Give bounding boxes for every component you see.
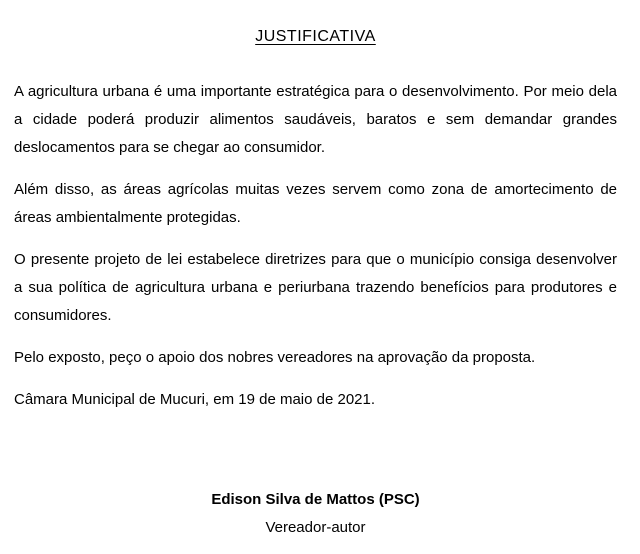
- signature-name: Edison Silva de Mattos (PSC): [211, 491, 420, 508]
- signature-role: Vereador-autor: [265, 519, 366, 536]
- signature-block: [14, 486, 617, 542]
- paragraph-1: A agricultura urbana é uma importante estratégica para o desenvolvimento. Por meio dela a cidade poderá produzir alimentos saudáveis, baratos e sem demandar grandes deslocamentos para se chegar ao consumidor.: [14, 83, 617, 156]
- paragraph-closing: Pelo exposto, peço o apoio dos nobres vereadores na aprovação da proposta.: [14, 349, 536, 366]
- document-title: JUSTIFICATIVA: [255, 28, 376, 45]
- paragraph-2: Além disso, as áreas agrícolas muitas vezes servem como zona de amortecimento de áreas ambientalmente protegidas.: [14, 181, 617, 226]
- paragraph-3: O presente projeto de lei estabelece diretrizes para que o município consiga desenvolver a sua política de agricultura urbana e periurbana trazendo benefícios para produtores e consumidores.: [14, 251, 617, 324]
- paragraph-dateline: Câmara Municipal de Mucuri, em 19 de maio de 2021.: [14, 391, 376, 408]
